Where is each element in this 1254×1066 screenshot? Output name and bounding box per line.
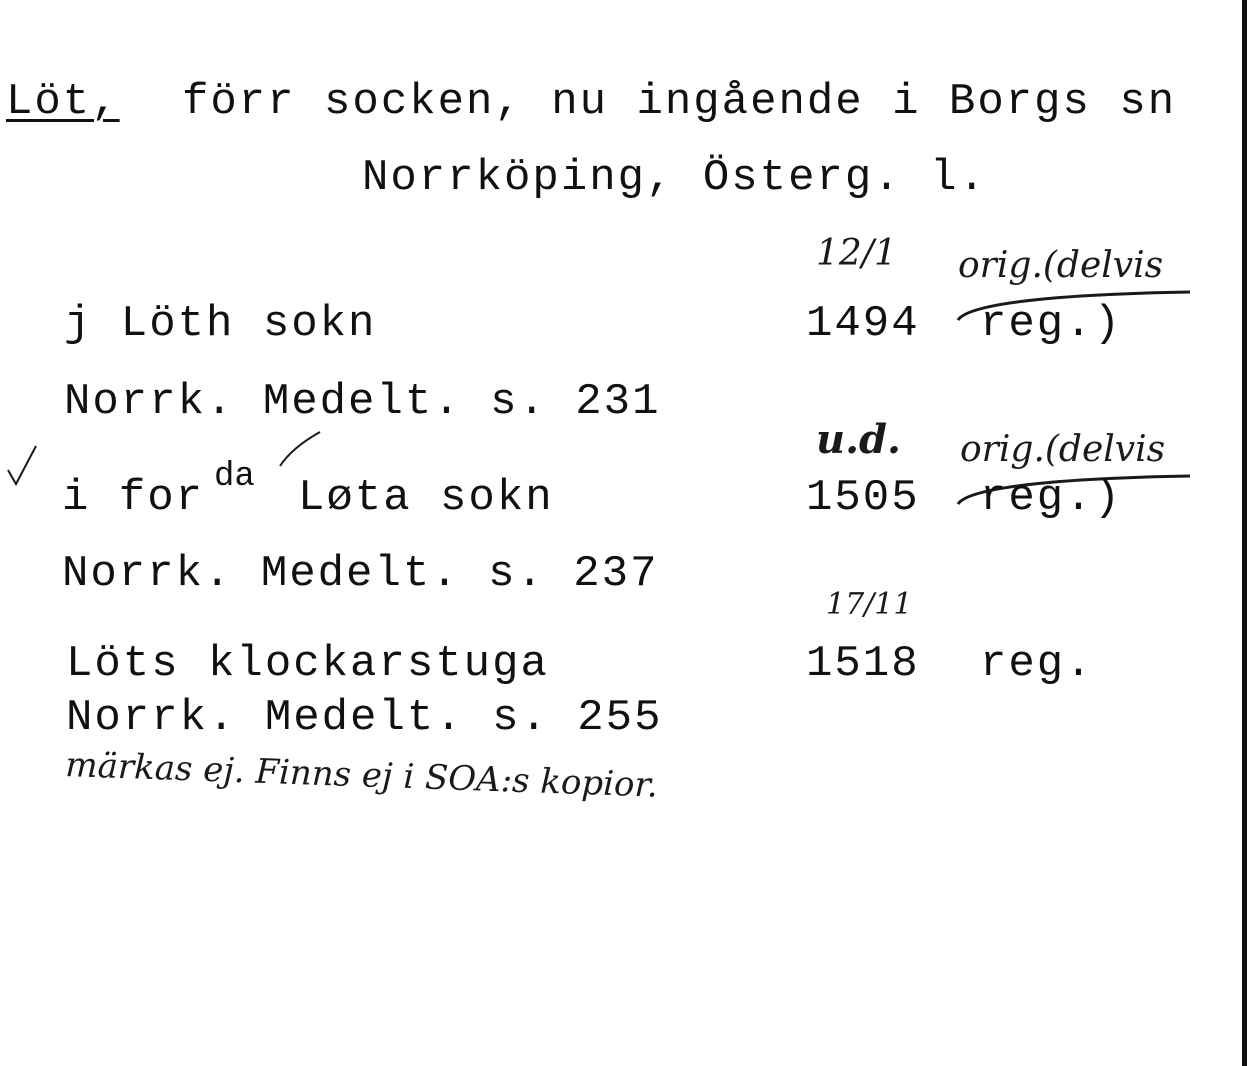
entry-2-date-note: u.d. bbox=[816, 416, 901, 463]
entry-3-source: Norrk. Medelt. s. 255 bbox=[66, 693, 663, 743]
entry-1-source: Norrk. Medelt. s. 231 bbox=[64, 377, 661, 427]
entry-2-source: Norrk. Medelt. s. 237 bbox=[62, 549, 659, 599]
entry-3-year: 1518 bbox=[806, 639, 920, 689]
entry-2-status2: reg.) bbox=[980, 473, 1123, 523]
entry-3-status: reg. bbox=[980, 639, 1094, 689]
entry-1-status: orig.(delvis bbox=[958, 245, 1164, 286]
entry-1-year: 1494 bbox=[806, 299, 920, 349]
entry-2-form-insert: da bbox=[214, 458, 255, 496]
entry-1-status2: reg.) bbox=[980, 299, 1123, 349]
margin-check-icon bbox=[2, 440, 42, 490]
heading-place: Löt, bbox=[6, 77, 120, 127]
entry-2-form-rest: Løta sokn bbox=[298, 473, 554, 523]
insert-mark-icon bbox=[276, 428, 326, 470]
entry-1-form: j Löth sokn bbox=[64, 299, 377, 349]
entry-2-status: orig.(delvis bbox=[960, 429, 1166, 470]
entry-2-year: 1505 bbox=[806, 473, 920, 523]
handwritten-note: märkas ej. Finns ej i SOA:s kopior. bbox=[64, 745, 659, 806]
heading-location: Norrköping, Österg. l. bbox=[362, 153, 987, 203]
entry-2-form-prefix: i for bbox=[62, 473, 205, 523]
entry-3-form: Löts klockarstuga bbox=[66, 639, 549, 689]
entry-1-date-note: 12/1 bbox=[816, 233, 897, 274]
entry-3-date-note: 17/11 bbox=[826, 587, 913, 622]
heading-description: förr socken, nu ingående i Borgs sn bbox=[182, 77, 1177, 127]
card-edge bbox=[1242, 0, 1247, 1066]
